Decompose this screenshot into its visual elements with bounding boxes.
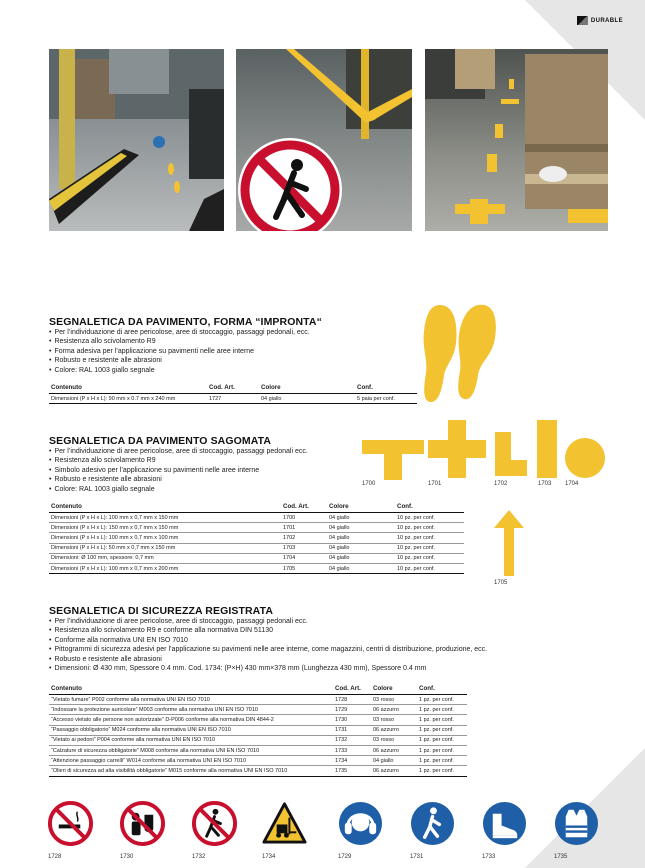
- photo-warehouse-illustration: [49, 49, 224, 231]
- table-header-row: [49, 501, 464, 513]
- col-header-code: Cod. Art.: [333, 683, 371, 695]
- cell-content: “Attenzione passaggio carrelli” W014 conforme alla normativa UNI EN ISO 7010: [49, 756, 333, 766]
- col-header-content: Contenuto: [49, 683, 333, 695]
- brand-mark-icon: [577, 16, 588, 25]
- table-row: [49, 705, 467, 715]
- table-row: [49, 553, 464, 563]
- cell-color: 04 giallo: [327, 533, 395, 543]
- cell-code: 1732: [333, 735, 371, 745]
- bullet-item: • Colore: RAL 1003 giallo segnale: [49, 366, 310, 375]
- cell-pack: 1 pz. per conf.: [417, 766, 467, 776]
- photo-pallets-floor-markings: [425, 49, 608, 231]
- cell-code: 1731: [333, 725, 371, 735]
- cell-content: Dimensioni (P x H x L): 50 mm x 0,7 mm x 150 mm: [49, 543, 281, 553]
- table-row: [49, 695, 467, 705]
- cell-code: 1727: [207, 394, 259, 404]
- bullet-item: • Resistenza allo scivolamento R9 e conforme alla normativa DIN 51130: [49, 626, 487, 635]
- sign-code-label: 1734: [262, 854, 276, 860]
- cell-code: 1730: [333, 715, 371, 725]
- sign-code-label: 1732: [192, 854, 206, 860]
- cell-pack: 10 pz. per conf.: [395, 523, 464, 533]
- no-pedestrians-sign-icon: [192, 801, 237, 846]
- shape-code-label: 1700: [362, 481, 376, 487]
- bullet-list-footprint: [49, 328, 310, 375]
- cell-pack: 1 pz. per conf.: [417, 715, 467, 725]
- cell-code: 1734: [333, 756, 371, 766]
- cell-color: 06 azzurro: [371, 766, 417, 776]
- table-row: [49, 725, 467, 735]
- table-row: [49, 523, 464, 533]
- bullet-item: • Resistenza allo scivolamento R9: [49, 456, 308, 465]
- cell-code: 1700: [281, 513, 327, 523]
- bullet-item: • Conforme alla normativa UNI EN ISO 7010: [49, 636, 487, 645]
- mandatory-walkway-sign-icon: [410, 801, 455, 846]
- table-header-row: [49, 683, 467, 695]
- cell-pack: 1 pz. per conf.: [417, 735, 467, 745]
- bullet-item: • Robusto e resistente alle abrasioni: [49, 356, 310, 365]
- sign-code-label: 1731: [410, 854, 424, 860]
- photo-floor-prohibition-sign: [236, 49, 412, 231]
- spec-table-footprint: [49, 382, 417, 404]
- bullet-item: • Robusto e resistente alle abrasioni: [49, 475, 308, 484]
- cell-pack: 5 paia per conf.: [355, 394, 417, 404]
- cell-content: “Accesso vietato alle persone non autorizzate” D-P006 conforme alla normativa DIN 4844-2: [49, 715, 333, 725]
- bullet-item: • Resistenza allo scivolamento R9: [49, 337, 310, 346]
- bullet-item: • Pittogrammi di sicurezza adesivi per l’applicazione su pavimenti nelle aree interne, come magazzini, centri di distribuzione, produzione, ecc.: [49, 645, 487, 654]
- table-row: [49, 715, 467, 725]
- col-header-color: Colore: [327, 501, 395, 513]
- col-header-content: Contenuto: [49, 382, 207, 394]
- cell-code: 1705: [281, 563, 327, 573]
- cell-color: 03 rosso: [371, 735, 417, 745]
- cell-content: “Calzature di sicurezza obbligatorie” M008 conforme alla normativa UNI EN ISO 7010: [49, 745, 333, 755]
- cell-color: 04 giallo: [327, 553, 395, 563]
- cell-content: Dimensioni (P x H x L): 100 mm x 0,7 mm x 150 mm: [49, 513, 281, 523]
- ear-protection-sign-icon: [338, 801, 383, 846]
- photo-warehouse-footprints: [49, 49, 224, 231]
- cell-code: 1733: [333, 745, 371, 755]
- cell-content: “Olieri di sicurezza ad alta visibilità obbligatorie” M015 conforme alla normativa UNI EN ISO 7010: [49, 766, 333, 776]
- table-row: [49, 394, 417, 404]
- col-header-pack: Conf.: [355, 382, 417, 394]
- cell-color: 04 giallo: [327, 513, 395, 523]
- cell-pack: 1 pz. per conf.: [417, 705, 467, 715]
- cell-code: 1703: [281, 543, 327, 553]
- cell-code: 1728: [333, 695, 371, 705]
- cell-code: 1701: [281, 523, 327, 533]
- sign-code-label: 1735: [554, 854, 568, 860]
- table-header-row: [49, 382, 417, 394]
- table-row: [49, 735, 467, 745]
- cell-pack: 10 pz. per conf.: [395, 553, 464, 563]
- section-title-safety: SEGNALETICA DI SICUREZZA REGISTRATA: [49, 605, 273, 617]
- cell-code: 1729: [333, 705, 371, 715]
- cell-pack: 1 pz. per conf.: [417, 756, 467, 766]
- section-title-shaped: SEGNALETICA DA PAVIMENTO SAGOMATA: [49, 435, 272, 447]
- spec-table-safety: [49, 683, 467, 777]
- shape-bar-icon: [537, 420, 557, 478]
- high-visibility-vest-sign-icon: [554, 801, 599, 846]
- shape-t-icon: [362, 440, 424, 480]
- col-header-color: Colore: [371, 683, 417, 695]
- table-row: [49, 563, 464, 573]
- cell-pack: 10 pz. per conf.: [395, 563, 464, 573]
- spec-table-shaped: [49, 501, 464, 574]
- col-header-content: Contenuto: [49, 501, 281, 513]
- cell-content: Dimensioni: Ø 100 mm, spessore: 0,7 mm: [49, 553, 281, 563]
- shape-circle-icon: [565, 438, 605, 478]
- sign-code-label: 1729: [338, 854, 352, 860]
- bullet-item: • Colore: RAL 1003 giallo segnale: [49, 485, 308, 494]
- cell-content: Dimensioni (P x H x L): 100 mm x 0,7 mm x 100 mm: [49, 533, 281, 543]
- safety-shoes-sign-icon: [482, 801, 527, 846]
- shape-code-label: 1702: [494, 481, 508, 487]
- shape-arrow-icon: [494, 510, 524, 576]
- cell-color: 03 rosso: [371, 695, 417, 705]
- cell-code: 1735: [333, 766, 371, 776]
- bullet-item: • Dimensioni: Ø 430 mm, Spessore 0.4 mm. Cod. 1734: (P×H) 430 mm×378 mm (Lunghezza 430 mm), Spessore 0.4 mm: [49, 664, 487, 673]
- col-header-pack: Conf.: [395, 501, 464, 513]
- bullet-item: • Robusto e resistente alle abrasioni: [49, 655, 487, 664]
- table-row: [49, 756, 467, 766]
- cell-pack: 10 pz. per conf.: [395, 533, 464, 543]
- shape-cross-icon: [428, 420, 486, 478]
- bullet-item: • Forma adesiva per l’applicazione su pavimenti nelle aree interne: [49, 347, 310, 356]
- cell-content: Dimensioni (P x H x L): 90 mm x 0.7 mm x 240 mm: [49, 394, 207, 404]
- shape-code-label: 1705: [494, 580, 508, 586]
- cell-content: “Indossare la protezione auricolare” M003 conforme alla normativa UNI EN ISO 7010: [49, 705, 333, 715]
- no-smoking-sign-icon: [48, 801, 93, 846]
- section-title-footprint: SEGNALETICA DA PAVIMENTO, FORMA “IMPRONTA“: [49, 316, 322, 328]
- forklift-warning-sign-icon: [262, 801, 307, 846]
- table-row: [49, 533, 464, 543]
- cell-color: 06 azzurro: [371, 725, 417, 735]
- sign-code-label: 1730: [120, 854, 134, 860]
- cell-color: 04 giallo: [259, 394, 355, 404]
- cell-pack: 1 pz. per conf.: [417, 725, 467, 735]
- shape-code-label: 1701: [428, 481, 442, 487]
- table-row: [49, 745, 467, 755]
- cell-code: 1702: [281, 533, 327, 543]
- footprint-shape-icon: [420, 303, 500, 403]
- cell-content: Dimensioni (P x H x L): 100 mm x 0,7 mm x 200 mm: [49, 563, 281, 573]
- cell-content: “Vietato ai pedoni” P004 conforme alla normativa UNI EN ISO 7010: [49, 735, 333, 745]
- col-header-color: Colore: [259, 382, 355, 394]
- bullet-list-safety: [49, 617, 487, 673]
- cell-code: 1704: [281, 553, 327, 563]
- bullet-item: • Per l’individuazione di aree pericolose, aree di stoccaggio, passaggi pedonali, ecc.: [49, 328, 310, 337]
- cell-color: 06 azzurro: [371, 745, 417, 755]
- photo-floor-illustration: [236, 49, 412, 231]
- cell-color: 04 giallo: [327, 523, 395, 533]
- shape-corner-icon: [495, 432, 527, 476]
- cell-content: “Passaggio obbligatorio” M024 conforme alla normativa UNI EN ISO 7010: [49, 725, 333, 735]
- cell-color: 06 azzurro: [371, 705, 417, 715]
- bullet-item: • Simbolo adesivo per l’applicazione su pavimenti nelle aree interne: [49, 466, 308, 475]
- cell-content: Dimensioni (P x H x L): 150 mm x 0,7 mm x 150 mm: [49, 523, 281, 533]
- no-entry-unauthorized-sign-icon: [120, 801, 165, 846]
- table-row: [49, 543, 464, 553]
- cell-pack: 10 pz. per conf.: [395, 543, 464, 553]
- table-row: [49, 766, 467, 776]
- cell-color: 04 giallo: [327, 563, 395, 573]
- sign-code-label: 1728: [48, 854, 62, 860]
- col-header-pack: Conf.: [417, 683, 467, 695]
- cell-color: 04 giallo: [327, 543, 395, 553]
- brand-logo: [577, 16, 623, 25]
- cell-content: “Vietato fumare” P002 conforme alla normativa UNI EN ISO 7010: [49, 695, 333, 705]
- cell-pack: 1 pz. per conf.: [417, 745, 467, 755]
- table-row: [49, 513, 464, 523]
- sign-code-label: 1733: [482, 854, 496, 860]
- bullet-item: • Per l’individuazione di aree pericolose, aree di stoccaggio, passaggi pedonali ecc.: [49, 447, 308, 456]
- cell-color: 03 rosso: [371, 715, 417, 725]
- cell-color: 04 giallo: [371, 756, 417, 766]
- bullet-list-shaped: [49, 447, 308, 494]
- col-header-code: Cod. Art.: [207, 382, 259, 394]
- cell-pack: 10 pz. per conf.: [395, 513, 464, 523]
- photo-pallets-illustration: [425, 49, 608, 231]
- shape-code-label: 1704: [565, 481, 579, 487]
- cell-pack: 1 pz. per conf.: [417, 695, 467, 705]
- bullet-item: • Per l’individuazione di aree pericolose, aree di stoccaggio, passaggi pedonali ecc.: [49, 617, 487, 626]
- shape-code-label: 1703: [538, 481, 552, 487]
- col-header-code: Cod. Art.: [281, 501, 327, 513]
- brand-name: DURABLE: [590, 17, 623, 24]
